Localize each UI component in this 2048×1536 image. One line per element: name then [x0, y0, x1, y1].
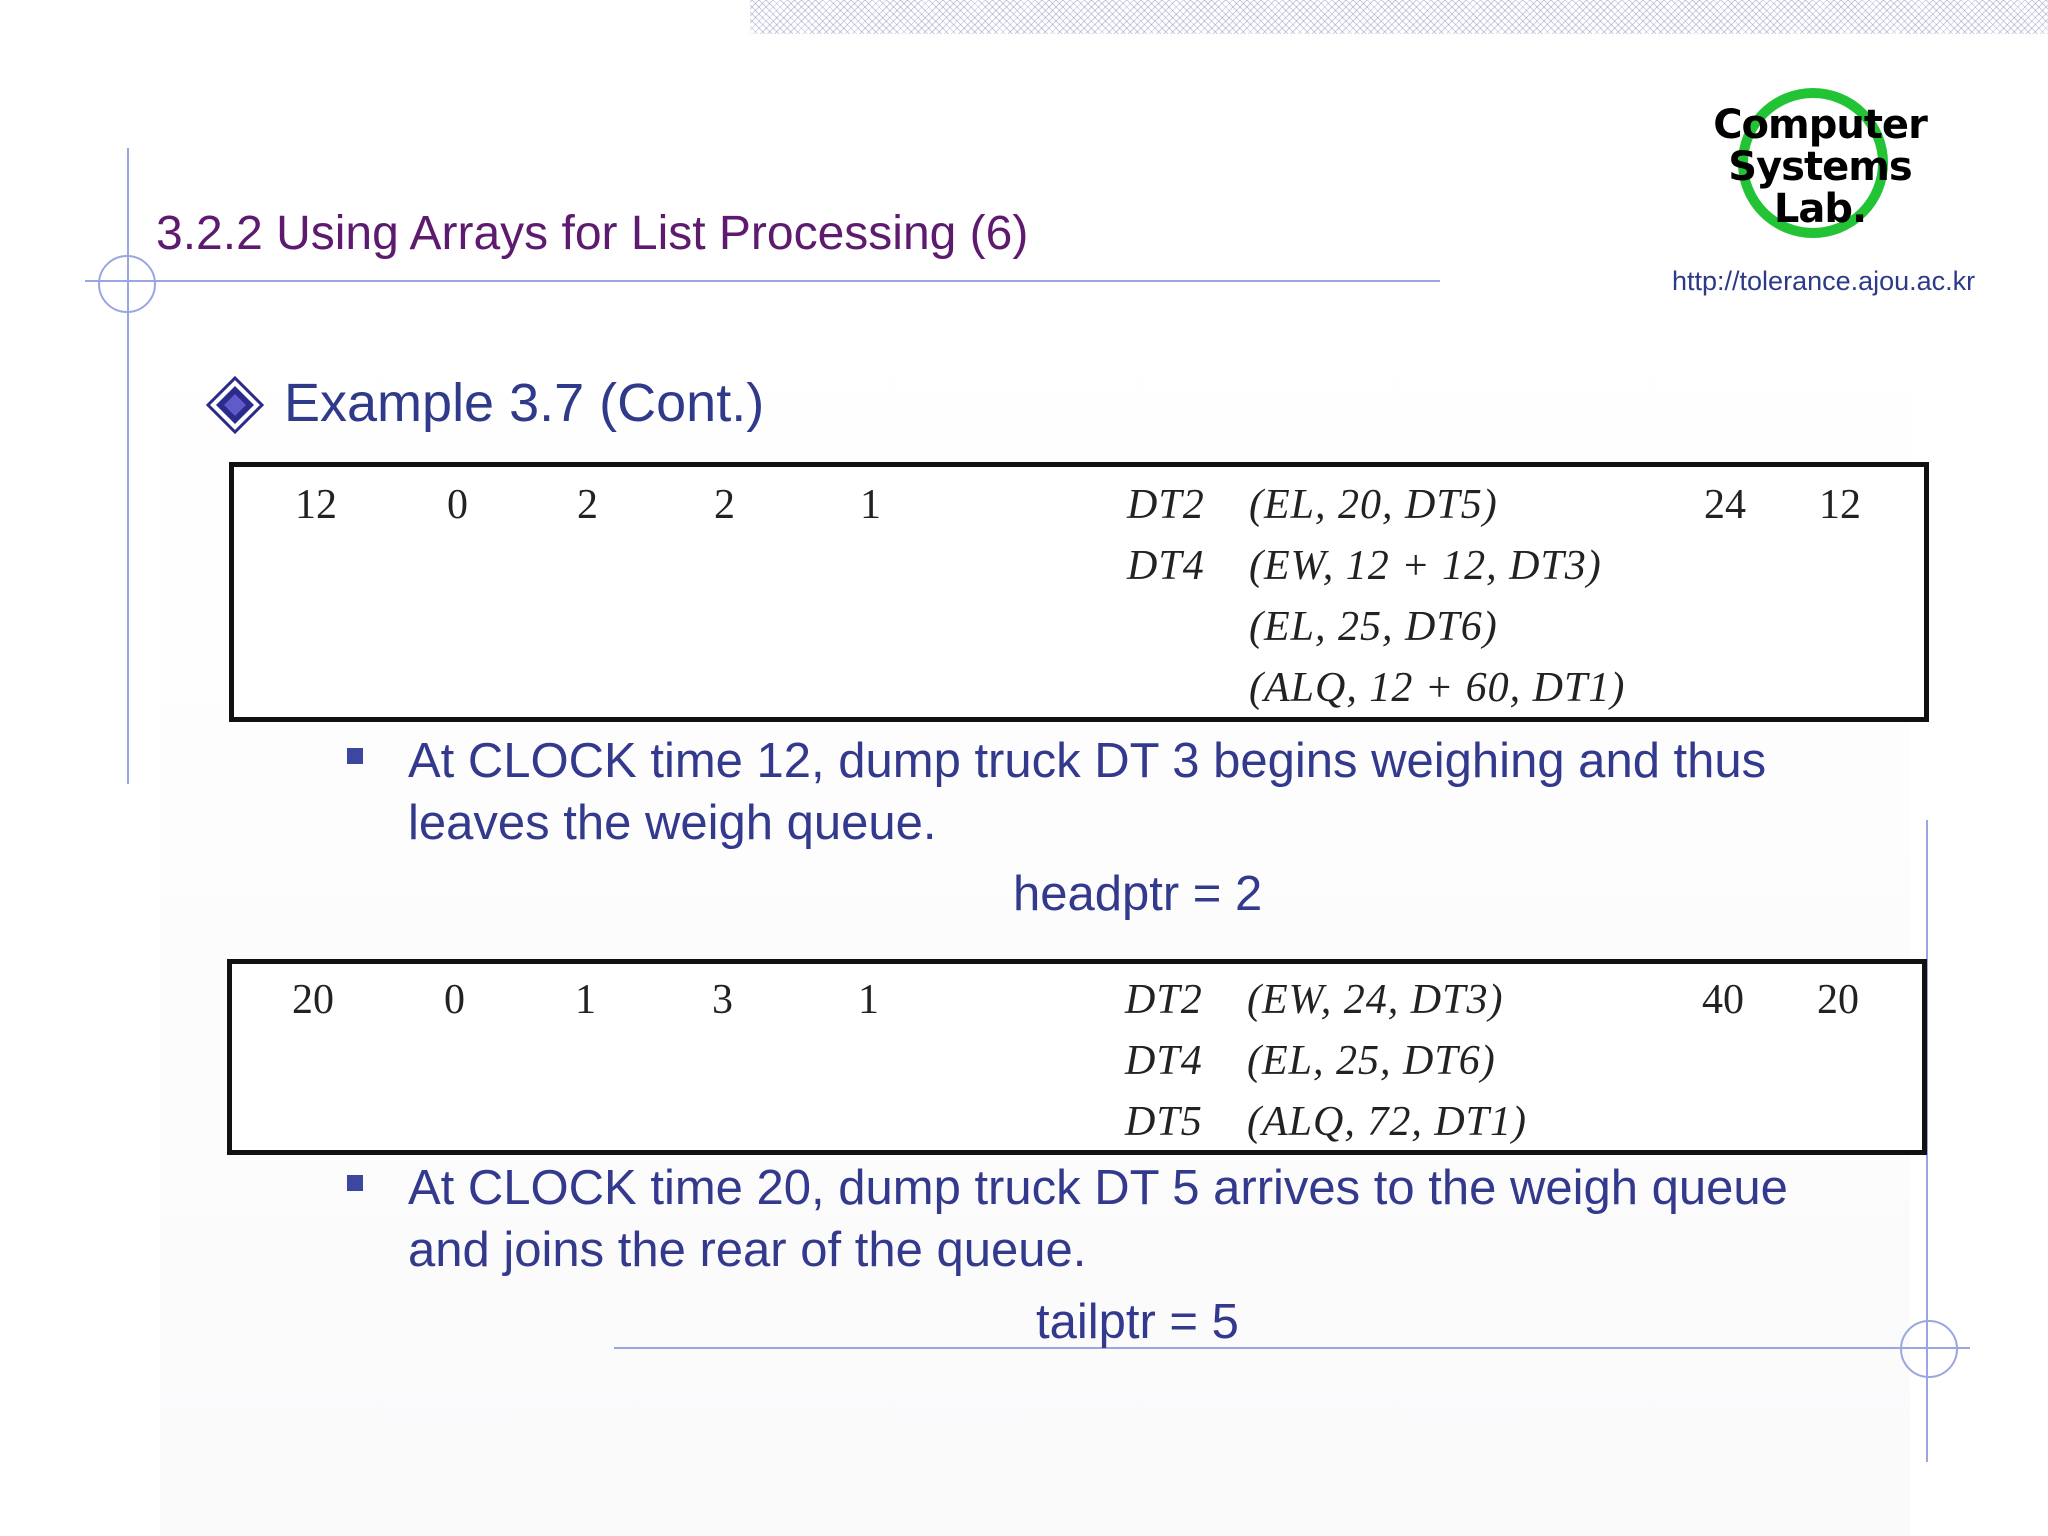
lab-url: http://tolerance.ajou.ac.kr — [1672, 266, 1976, 296]
logo-text-line3: Lab. — [1773, 186, 1867, 232]
bullet-text-1: At CLOCK time 12, dump truck DT 3 begins weighing and thus leaves the weigh queue. — [408, 734, 1767, 850]
crosshair-circle-top — [98, 255, 156, 313]
tailptr-label: tailptr = 5 — [1036, 1295, 1239, 1349]
table1-col-5: 1 — [860, 482, 881, 528]
left-vertical-rule — [127, 148, 129, 784]
event-table-2 — [227, 959, 1927, 1155]
table2-event-1: (EW, 24, DT3) — [1247, 977, 1504, 1023]
logo-text-line1: Computer — [1713, 102, 1927, 148]
table2-col-3: 1 — [575, 977, 596, 1023]
table2-event-2: (EL, 25, DT6) — [1247, 1038, 1496, 1084]
table1-col-1: 12 — [295, 482, 337, 528]
table2-tail-1: 40 — [1702, 977, 1744, 1023]
table2-col-1: 20 — [292, 977, 334, 1023]
table1-truck-1: DT2 — [1127, 482, 1205, 528]
headptr-label: headptr = 2 — [1013, 867, 1263, 921]
table2-truck-1: DT2 — [1125, 977, 1203, 1023]
table1-col-2: 0 — [447, 482, 468, 528]
table1-event-2: (EW, 12 + 12, DT3) — [1249, 543, 1602, 589]
page-title: 3.2.2 Using Arrays for List Processing (6) — [156, 207, 1029, 260]
table1-truck-2: DT4 — [1127, 543, 1205, 589]
bullet-text-2: At CLOCK time 20, dump truck DT 5 arrives to the weigh queue and joins the rear of the queue. — [408, 1161, 1788, 1277]
header-hatch-band — [750, 0, 2048, 34]
table2-truck-3: DT5 — [1125, 1099, 1203, 1145]
table1-col-4: 2 — [714, 482, 735, 528]
table1-col-3: 2 — [577, 482, 598, 528]
lab-logo — [1700, 84, 1940, 260]
table2-col-5: 1 — [858, 977, 879, 1023]
bullet-square-2 — [347, 1175, 363, 1191]
table1-event-1: (EL, 20, DT5) — [1249, 482, 1498, 528]
table2-col-2: 0 — [444, 977, 465, 1023]
table2-truck-2: DT4 — [1125, 1038, 1203, 1084]
event-table-1 — [229, 462, 1929, 722]
table1-tail-1: 24 — [1704, 482, 1746, 528]
title-underline — [85, 280, 1440, 282]
table1-event-3: (EL, 25, DT6) — [1249, 604, 1498, 650]
bullet-square-1 — [347, 748, 363, 764]
table2-col-4: 3 — [712, 977, 733, 1023]
table1-event-4: (ALQ, 12 + 60, DT1) — [1249, 665, 1626, 711]
example-heading: Example 3.7 (Cont.) — [284, 373, 765, 433]
logo-text-line2: Systems — [1728, 144, 1912, 190]
table2-event-3: (ALQ, 72, DT1) — [1247, 1099, 1528, 1145]
crosshair-circle-bottom — [1900, 1320, 1958, 1378]
table2-tail-2: 20 — [1817, 977, 1859, 1023]
diamond-bullet-icon — [206, 376, 264, 434]
table1-tail-2: 12 — [1819, 482, 1861, 528]
bottom-rule — [614, 1347, 1970, 1349]
